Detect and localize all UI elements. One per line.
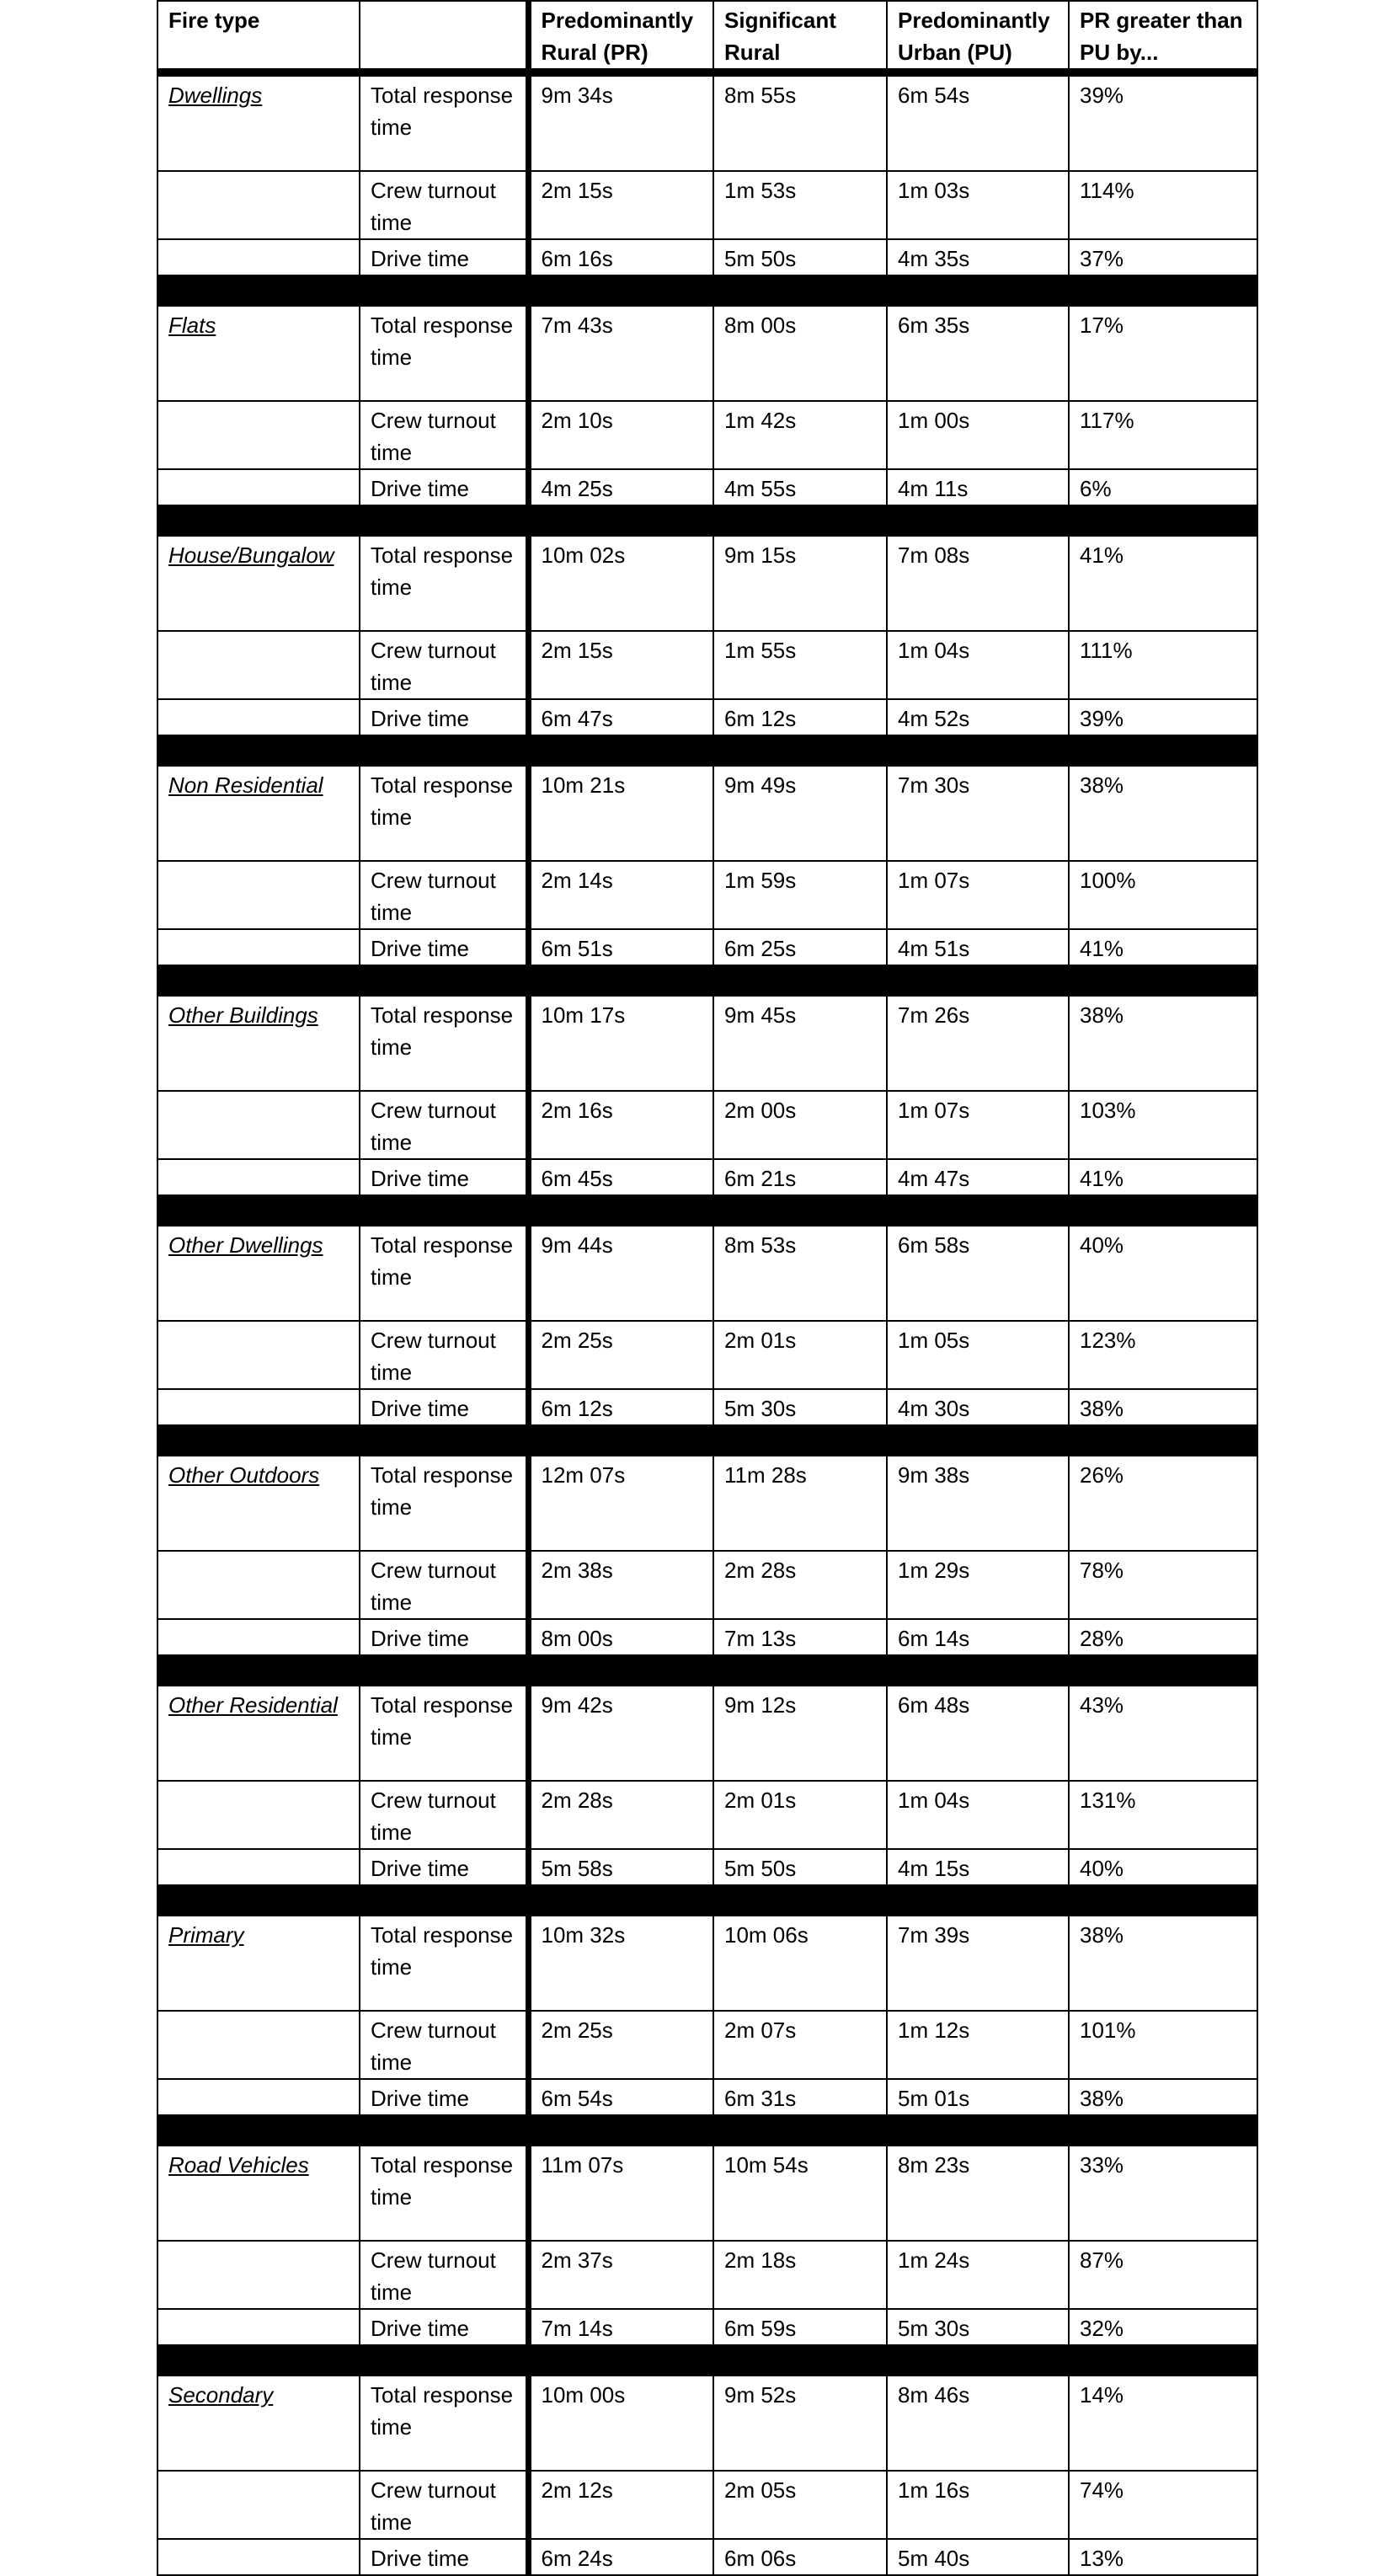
pr-greater-than-pu-value: 114% <box>1069 171 1257 239</box>
predominantly-rural-value: 6m 12s <box>528 1389 713 1425</box>
fire-type-label: House/Bungalow <box>168 542 334 568</box>
predominantly-urban-value: 1m 29s <box>887 1551 1069 1619</box>
fire-type-cell-house-bungalow <box>157 536 360 631</box>
table-row <box>157 1551 1257 1619</box>
predominantly-urban-value: 1m 03s <box>887 171 1069 239</box>
table-row <box>157 306 1257 401</box>
pr-greater-than-pu-value: 17% <box>1069 306 1257 401</box>
group-separator <box>157 1655 1257 1686</box>
table-row <box>157 1456 1257 1551</box>
predominantly-rural-value: 9m 34s <box>528 72 713 171</box>
predominantly-urban-value: 7m 08s <box>887 536 1069 631</box>
table-row <box>157 766 1257 861</box>
pr-greater-than-pu-value: 41% <box>1069 536 1257 631</box>
significant-rural-value: 8m 55s <box>713 72 887 171</box>
significant-rural-value: 2m 00s <box>713 1091 887 1159</box>
metric-label: Total response time <box>360 2146 528 2241</box>
predominantly-rural-value: 6m 45s <box>528 1159 713 1195</box>
predominantly-urban-value: 8m 23s <box>887 2146 1069 2241</box>
predominantly-urban-value: 1m 16s <box>887 2471 1069 2539</box>
predominantly-urban-value: 1m 24s <box>887 2241 1069 2309</box>
fire-type-cell-non-residential <box>157 766 360 861</box>
table-row <box>157 1849 1257 1885</box>
metric-label: Total response time <box>360 1456 528 1551</box>
predominantly-urban-value: 6m 48s <box>887 1686 1069 1781</box>
fire-type-cell-dwellings <box>157 72 360 171</box>
pr-greater-than-pu-value: 40% <box>1069 1226 1257 1321</box>
significant-rural-value: 5m 50s <box>713 1849 887 1885</box>
fire-type-cell-other-outdoors <box>157 1456 360 1551</box>
pr-greater-than-pu-value: 40% <box>1069 1849 1257 1885</box>
significant-rural-value: 9m 52s <box>713 2376 887 2471</box>
metric-label: Crew turnout time <box>360 1321 528 1389</box>
table-row <box>157 2146 1257 2241</box>
metric-label: Crew turnout time <box>360 2471 528 2539</box>
predominantly-urban-value: 7m 39s <box>887 1916 1069 2011</box>
significant-rural-value: 11m 28s <box>713 1456 887 1551</box>
separator-bar <box>157 2345 1257 2376</box>
group-separator <box>157 1885 1257 1916</box>
predominantly-urban-value: 4m 35s <box>887 239 1069 275</box>
table-row <box>157 2539 1257 2575</box>
predominantly-urban-value: 4m 47s <box>887 1159 1069 1195</box>
pr-greater-than-pu-value: 13% <box>1069 2539 1257 2575</box>
significant-rural-value: 5m 30s <box>713 1389 887 1425</box>
pr-greater-than-pu-value: 103% <box>1069 1091 1257 1159</box>
significant-rural-value: 9m 12s <box>713 1686 887 1781</box>
predominantly-urban-value: 6m 14s <box>887 1619 1069 1655</box>
fire-type-cell-empty <box>157 1781 360 1849</box>
metric-label: Crew turnout time <box>360 631 528 699</box>
fire-type-label: Primary <box>168 1922 244 1948</box>
fire-type-cell-empty <box>157 2011 360 2079</box>
header-fire-type: Fire type <box>157 1 360 72</box>
significant-rural-value: 9m 49s <box>713 766 887 861</box>
predominantly-rural-value: 6m 16s <box>528 239 713 275</box>
table-row <box>157 2079 1257 2115</box>
metric-label: Total response time <box>360 1686 528 1781</box>
predominantly-rural-value: 8m 00s <box>528 1619 713 1655</box>
table-row <box>157 2471 1257 2539</box>
pr-greater-than-pu-value: 38% <box>1069 2079 1257 2115</box>
table-body <box>157 72 1257 2575</box>
metric-label: Crew turnout time <box>360 2011 528 2079</box>
fire-type-cell-other-residential <box>157 1686 360 1781</box>
predominantly-urban-value: 6m 54s <box>887 72 1069 171</box>
metric-label: Crew turnout time <box>360 171 528 239</box>
fire-type-cell-empty <box>157 2471 360 2539</box>
predominantly-urban-value: 4m 30s <box>887 1389 1069 1425</box>
predominantly-urban-value: 5m 40s <box>887 2539 1069 2575</box>
predominantly-rural-value: 9m 44s <box>528 1226 713 1321</box>
metric-label: Drive time <box>360 1389 528 1425</box>
fire-type-cell-empty <box>157 631 360 699</box>
predominantly-rural-value: 6m 24s <box>528 2539 713 2575</box>
significant-rural-value: 7m 13s <box>713 1619 887 1655</box>
predominantly-urban-value: 9m 38s <box>887 1456 1069 1551</box>
fire-type-cell-empty <box>157 699 360 735</box>
group-separator <box>157 1425 1257 1456</box>
fire-type-cell-empty <box>157 469 360 505</box>
group-separator <box>157 2345 1257 2376</box>
predominantly-rural-value: 10m 02s <box>528 536 713 631</box>
predominantly-rural-value: 2m 15s <box>528 631 713 699</box>
separator-bar <box>157 1885 1257 1916</box>
separator-bar <box>157 275 1257 306</box>
metric-label: Total response time <box>360 996 528 1091</box>
predominantly-urban-value: 5m 30s <box>887 2309 1069 2345</box>
predominantly-rural-value: 6m 54s <box>528 2079 713 2115</box>
significant-rural-value: 8m 00s <box>713 306 887 401</box>
header-predominantly-rural: Predominantly Rural (PR) <box>528 1 713 72</box>
fire-type-cell-empty <box>157 2539 360 2575</box>
table-row <box>157 401 1257 469</box>
fire-type-label: Other Residential <box>168 1692 338 1718</box>
significant-rural-value: 1m 59s <box>713 861 887 929</box>
fire-type-cell-empty <box>157 239 360 275</box>
pr-greater-than-pu-value: 14% <box>1069 2376 1257 2471</box>
metric-label: Total response time <box>360 2376 528 2471</box>
table-row <box>157 929 1257 965</box>
significant-rural-value: 6m 21s <box>713 1159 887 1195</box>
metric-label: Drive time <box>360 2309 528 2345</box>
pr-greater-than-pu-value: 117% <box>1069 401 1257 469</box>
fire-type-cell-empty <box>157 171 360 239</box>
significant-rural-value: 1m 42s <box>713 401 887 469</box>
separator-bar <box>157 965 1257 996</box>
table-row <box>157 239 1257 275</box>
pr-greater-than-pu-value: 111% <box>1069 631 1257 699</box>
fire-type-cell-empty <box>157 1551 360 1619</box>
group-separator <box>157 505 1257 536</box>
predominantly-urban-value: 4m 15s <box>887 1849 1069 1885</box>
metric-label: Total response time <box>360 1226 528 1321</box>
fire-type-label: Non Residential <box>168 772 323 798</box>
significant-rural-value: 6m 31s <box>713 2079 887 2115</box>
separator-bar <box>157 1195 1257 1226</box>
metric-label: Drive time <box>360 239 528 275</box>
significant-rural-value: 2m 01s <box>713 1321 887 1389</box>
predominantly-urban-value: 8m 46s <box>887 2376 1069 2471</box>
group-separator <box>157 735 1257 766</box>
fire-type-cell-empty <box>157 1619 360 1655</box>
predominantly-rural-value: 10m 21s <box>528 766 713 861</box>
predominantly-urban-value: 1m 04s <box>887 631 1069 699</box>
significant-rural-value: 2m 07s <box>713 2011 887 2079</box>
fire-type-cell-flats <box>157 306 360 401</box>
significant-rural-value: 2m 01s <box>713 1781 887 1849</box>
predominantly-rural-value: 10m 00s <box>528 2376 713 2471</box>
predominantly-urban-value: 1m 12s <box>887 2011 1069 2079</box>
pr-greater-than-pu-value: 6% <box>1069 469 1257 505</box>
predominantly-urban-value: 7m 30s <box>887 766 1069 861</box>
table-row <box>157 1686 1257 1781</box>
fire-type-cell-empty <box>157 2241 360 2309</box>
predominantly-rural-value: 7m 14s <box>528 2309 713 2345</box>
fire-type-label: Flats <box>168 313 216 338</box>
table-row <box>157 1619 1257 1655</box>
predominantly-urban-value: 1m 07s <box>887 861 1069 929</box>
metric-label: Drive time <box>360 2539 528 2575</box>
fire-type-cell-empty <box>157 1321 360 1389</box>
predominantly-urban-value: 4m 52s <box>887 699 1069 735</box>
table-row <box>157 469 1257 505</box>
fire-type-label: Other Dwellings <box>168 1232 323 1258</box>
significant-rural-value: 6m 06s <box>713 2539 887 2575</box>
metric-label: Drive time <box>360 1849 528 1885</box>
predominantly-urban-value: 1m 05s <box>887 1321 1069 1389</box>
metric-label: Total response time <box>360 72 528 171</box>
predominantly-rural-value: 10m 32s <box>528 1916 713 2011</box>
predominantly-urban-value: 5m 01s <box>887 2079 1069 2115</box>
metric-label: Crew turnout time <box>360 861 528 929</box>
table-row <box>157 1916 1257 2011</box>
significant-rural-value: 2m 28s <box>713 1551 887 1619</box>
predominantly-rural-value: 6m 47s <box>528 699 713 735</box>
fire-type-label: Secondary <box>168 2382 274 2408</box>
pr-greater-than-pu-value: 101% <box>1069 2011 1257 2079</box>
predominantly-rural-value: 2m 38s <box>528 1551 713 1619</box>
fire-type-label: Dwellings <box>168 83 263 108</box>
predominantly-rural-value: 2m 25s <box>528 1321 713 1389</box>
table-row <box>157 1159 1257 1195</box>
table-row <box>157 1781 1257 1849</box>
predominantly-rural-value: 2m 37s <box>528 2241 713 2309</box>
predominantly-rural-value: 2m 28s <box>528 1781 713 1849</box>
predominantly-rural-value: 9m 42s <box>528 1686 713 1781</box>
pr-greater-than-pu-value: 123% <box>1069 1321 1257 1389</box>
significant-rural-value: 10m 54s <box>713 2146 887 2241</box>
fire-type-cell-secondary <box>157 2376 360 2471</box>
fire-type-cell-empty <box>157 929 360 965</box>
predominantly-rural-value: 5m 58s <box>528 1849 713 1885</box>
predominantly-rural-value: 2m 25s <box>528 2011 713 2079</box>
pr-greater-than-pu-value: 74% <box>1069 2471 1257 2539</box>
pr-greater-than-pu-value: 26% <box>1069 1456 1257 1551</box>
significant-rural-value: 2m 05s <box>713 2471 887 2539</box>
table-row <box>157 171 1257 239</box>
significant-rural-value: 10m 06s <box>713 1916 887 2011</box>
significant-rural-value: 9m 45s <box>713 996 887 1091</box>
pr-greater-than-pu-value: 37% <box>1069 239 1257 275</box>
predominantly-rural-value: 2m 14s <box>528 861 713 929</box>
predominantly-urban-value: 4m 51s <box>887 929 1069 965</box>
fire-type-label: Road Vehicles <box>168 2152 309 2178</box>
fire-type-cell-other-buildings <box>157 996 360 1091</box>
predominantly-rural-value: 2m 16s <box>528 1091 713 1159</box>
separator-bar <box>157 1425 1257 1456</box>
separator-bar <box>157 1655 1257 1686</box>
significant-rural-value: 9m 15s <box>713 536 887 631</box>
header-metric <box>360 1 528 72</box>
pr-greater-than-pu-value: 41% <box>1069 1159 1257 1195</box>
pr-greater-than-pu-value: 41% <box>1069 929 1257 965</box>
metric-label: Drive time <box>360 469 528 505</box>
pr-greater-than-pu-value: 131% <box>1069 1781 1257 1849</box>
fire-type-cell-empty <box>157 2309 360 2345</box>
group-separator <box>157 275 1257 306</box>
separator-bar <box>157 735 1257 766</box>
fire-type-label: Other Buildings <box>168 1002 318 1028</box>
group-separator <box>157 2115 1257 2146</box>
table-row <box>157 996 1257 1091</box>
fire-type-cell-empty <box>157 1159 360 1195</box>
fire-type-cell-empty <box>157 1849 360 1885</box>
fire-type-cell-empty <box>157 1091 360 1159</box>
response-time-table <box>157 0 1258 2576</box>
predominantly-rural-value: 6m 51s <box>528 929 713 965</box>
metric-label: Drive time <box>360 699 528 735</box>
metric-label: Crew turnout time <box>360 1091 528 1159</box>
table-row <box>157 2241 1257 2309</box>
predominantly-urban-value: 4m 11s <box>887 469 1069 505</box>
fire-type-cell-empty <box>157 401 360 469</box>
separator-bar <box>157 2115 1257 2146</box>
predominantly-rural-value: 2m 12s <box>528 2471 713 2539</box>
table-row <box>157 631 1257 699</box>
separator-bar <box>157 505 1257 536</box>
significant-rural-value: 6m 59s <box>713 2309 887 2345</box>
fire-type-cell-other-dwellings <box>157 1226 360 1321</box>
predominantly-urban-value: 1m 00s <box>887 401 1069 469</box>
fire-type-cell-empty <box>157 2079 360 2115</box>
predominantly-rural-value: 10m 17s <box>528 996 713 1091</box>
fire-type-cell-road-vehicles <box>157 2146 360 2241</box>
significant-rural-value: 8m 53s <box>713 1226 887 1321</box>
pr-greater-than-pu-value: 78% <box>1069 1551 1257 1619</box>
table-row <box>157 699 1257 735</box>
significant-rural-value: 1m 55s <box>713 631 887 699</box>
metric-label: Drive time <box>360 2079 528 2115</box>
metric-label: Crew turnout time <box>360 1551 528 1619</box>
group-separator <box>157 965 1257 996</box>
significant-rural-value: 4m 55s <box>713 469 887 505</box>
table-row <box>157 2011 1257 2079</box>
predominantly-urban-value: 7m 26s <box>887 996 1069 1091</box>
predominantly-rural-value: 4m 25s <box>528 469 713 505</box>
table-row <box>157 1389 1257 1425</box>
group-separator <box>157 1195 1257 1226</box>
table-row <box>157 861 1257 929</box>
pr-greater-than-pu-value: 38% <box>1069 1916 1257 2011</box>
significant-rural-value: 6m 25s <box>713 929 887 965</box>
fire-type-cell-empty <box>157 861 360 929</box>
metric-label: Total response time <box>360 306 528 401</box>
header-row <box>157 1 1257 72</box>
pr-greater-than-pu-value: 39% <box>1069 72 1257 171</box>
table-row <box>157 536 1257 631</box>
pr-greater-than-pu-value: 38% <box>1069 766 1257 861</box>
metric-label: Crew turnout time <box>360 401 528 469</box>
pr-greater-than-pu-value: 28% <box>1069 1619 1257 1655</box>
table-row <box>157 1321 1257 1389</box>
fire-type-cell-empty <box>157 1389 360 1425</box>
metric-label: Crew turnout time <box>360 1781 528 1849</box>
significant-rural-value: 1m 53s <box>713 171 887 239</box>
pr-greater-than-pu-value: 38% <box>1069 996 1257 1091</box>
metric-label: Drive time <box>360 1159 528 1195</box>
pr-greater-than-pu-value: 87% <box>1069 2241 1257 2309</box>
header-predominantly-urban: Predominantly Urban (PU) <box>887 1 1069 72</box>
significant-rural-value: 6m 12s <box>713 699 887 735</box>
significant-rural-value: 2m 18s <box>713 2241 887 2309</box>
table-row <box>157 1091 1257 1159</box>
table-row <box>157 2376 1257 2471</box>
pr-greater-than-pu-value: 100% <box>1069 861 1257 929</box>
pr-greater-than-pu-value: 38% <box>1069 1389 1257 1425</box>
table-row <box>157 72 1257 171</box>
table-row <box>157 1226 1257 1321</box>
predominantly-rural-value: 2m 15s <box>528 171 713 239</box>
predominantly-rural-value: 11m 07s <box>528 2146 713 2241</box>
table-row <box>157 2309 1257 2345</box>
pr-greater-than-pu-value: 43% <box>1069 1686 1257 1781</box>
predominantly-rural-value: 2m 10s <box>528 401 713 469</box>
pr-greater-than-pu-value: 33% <box>1069 2146 1257 2241</box>
metric-label: Crew turnout time <box>360 2241 528 2309</box>
predominantly-urban-value: 6m 35s <box>887 306 1069 401</box>
fire-type-cell-primary <box>157 1916 360 2011</box>
pr-greater-than-pu-value: 39% <box>1069 699 1257 735</box>
predominantly-urban-value: 1m 07s <box>887 1091 1069 1159</box>
fire-type-label: Other Outdoors <box>168 1462 320 1488</box>
predominantly-urban-value: 6m 58s <box>887 1226 1069 1321</box>
predominantly-rural-value: 7m 43s <box>528 306 713 401</box>
metric-label: Total response time <box>360 1916 528 2011</box>
metric-label: Total response time <box>360 766 528 861</box>
pr-greater-than-pu-value: 32% <box>1069 2309 1257 2345</box>
header-pr-greater-than-pu: PR greater than PU by... <box>1069 1 1257 72</box>
header-significant-rural: Significant Rural <box>713 1 887 72</box>
predominantly-rural-value: 12m 07s <box>528 1456 713 1551</box>
metric-label: Drive time <box>360 929 528 965</box>
metric-label: Total response time <box>360 536 528 631</box>
significant-rural-value: 5m 50s <box>713 239 887 275</box>
metric-label: Drive time <box>360 1619 528 1655</box>
predominantly-urban-value: 1m 04s <box>887 1781 1069 1849</box>
